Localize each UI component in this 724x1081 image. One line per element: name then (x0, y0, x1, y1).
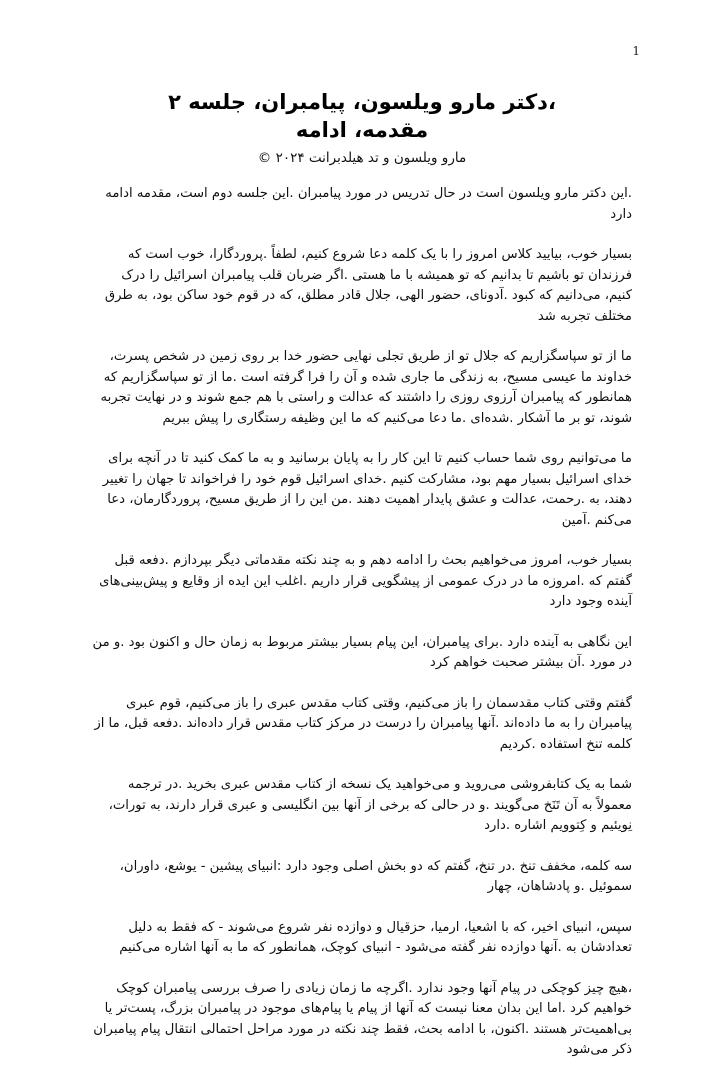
document-title: ،دکتر مارو ویلسون، پیامبران، جلسه ۲ (168, 90, 556, 114)
paragraph: این نگاهی به آینده دارد .برای پیامبران، این پیام بسیار بیشتر مربوط به زمان حال و اکنون بود .و من در مورد .آن بیشتر صحبت خواهم کرد (92, 634, 632, 670)
page-number: 1 (632, 44, 640, 58)
paragraph: شما به یک کتابفروشی می‌روید و می‌خواهید یک نسخه از کتاب مقدس عبری بخرید .در ترجمه معمولاً به آن تَنَخ می‌گویند .و در حالی که برخی از آنها بین انگلیسی و عبری قرار دارند، به تورات، نِویئیم و کِتوویم اشاره .دارد (108, 777, 632, 833)
paragraph: بسیار خوب، امروز می‌خواهیم بحث را ادامه دهم و به چند نکته مقدماتی دیگر بپردازم .دفعه قبل گفتم که .امروزه ما در درک عمومی از پیشگویی قرار داریم .اغلب این ایده از وقایع و پیش‌بینی‌های آینده وجود دارد (99, 553, 632, 609)
paragraph: .این دکتر مارو ویلسون است در حال تدریس در مورد پیامبران .این جلسه دوم است، مقدمه ادامه دارد (105, 186, 632, 222)
paragraph: گفتم وقتی کتاب مقدسمان را باز می‌کنیم، وقتی کتاب مقدس عبری را باز می‌کنیم، قوم عبری پیامبران را به ما داده‌اند .آنها پیامبران را درست در مرکز کتاب مقدس قرار داده‌اند .دفعه قبل، ما از کلمه تنخ استفاده .کردیم (94, 695, 632, 752)
document-subtitle: مقدمه، ادامه (295, 118, 429, 142)
paragraph: ما می‌توانیم روی شما حساب کنیم تا این کار را به پایان برسانید و به ما کمک کنید تا در آنچه برای خدای اسرائیل بسیار مهم بود، مشارکت کنیم .خدای اسرائیل قوم خود را فراخواند تا جهان را تغییر دهند، به .رحمت، عدالت و عشق پایدار اهمیت دهند .من این را از طریق مسیح، پروردگارمان، دعا می‌کنم .آمین (102, 451, 632, 528)
title-block (0, 88, 724, 168)
paragraph: سپس، انبیای اخیر، که با اشعیا، ارمیا، حزقیال و دوازده نفر شروع می‌شوند - که فقط به دلیل تعدادشان به .آنها دوازده نفر گفته می‌شود - انبیای کوچک، همانطور که ما به آنها اشاره می‌کنیم (119, 919, 632, 955)
paragraph: سه کلمه، مخفف تنخ .در تنخ، گفتم که دو بخش اصلی وجود دارد :انبیای پیشین - یوشع، داوران، سموئیل .و پادشاهان، چهار (119, 858, 632, 894)
paragraph: ،هیچ چیز کوچکی در پیام آنها وجود ندارد .اگرچه ما زمان زیادی را صرف بررسی پیامبران کوچک خواهیم کرد .اما این بدان معنا نیست که آنها از پیام یا پیام‌های موجود در پیامبران بزرگ، پست‌تر یا بی‌اهمیت‌تر هستند .اکنون، با ادامه بحث، فقط چند نکته در مورد مراحل احتمالی انتقال پیام پیامبران ذکر می‌شود (93, 980, 632, 1057)
paragraph: ما از تو سپاسگزاریم که جلال تو از طریق تجلی نهایی حضور خدا بر روی زمین در شخص پسرت، خداوند ما عیسی مسیح، به زندگی ما جاری شده و آن را فرا گرفته است .ما از تو سپاسگزاریم که همانطور که پیامبران آرزوی روزی را داشتند که عدالت و راستی با هم جمع شوند و در نهایت تجربه شوند، تو بر ما آشکار .شده‌ای .ما دعا می‌کنیم که ما این وظیفه رستگاری را پیش ببریم (100, 349, 632, 426)
body-text (92, 184, 632, 1081)
paragraph: بسیار خوب، بیایید کلاس امروز را با یک کلمه دعا شروع کنیم، لطفاً .پروردگارا، خوب است که فرزندان تو باشیم تا بدانیم که تو همیشه با ما هستی .اگر ضربان قلب پیامبران اسرائیل را درک کنیم، می‌دانیم که کبود .آدونای، حضور الهی، جلال قادر مطلق، که در قوم خود ساکن بود، به طرق مختلف تجربه شد (104, 247, 632, 324)
copyright-line: مارو ویلسون و تد هیلدبرانت ۲۰۲۴ © (257, 150, 467, 166)
